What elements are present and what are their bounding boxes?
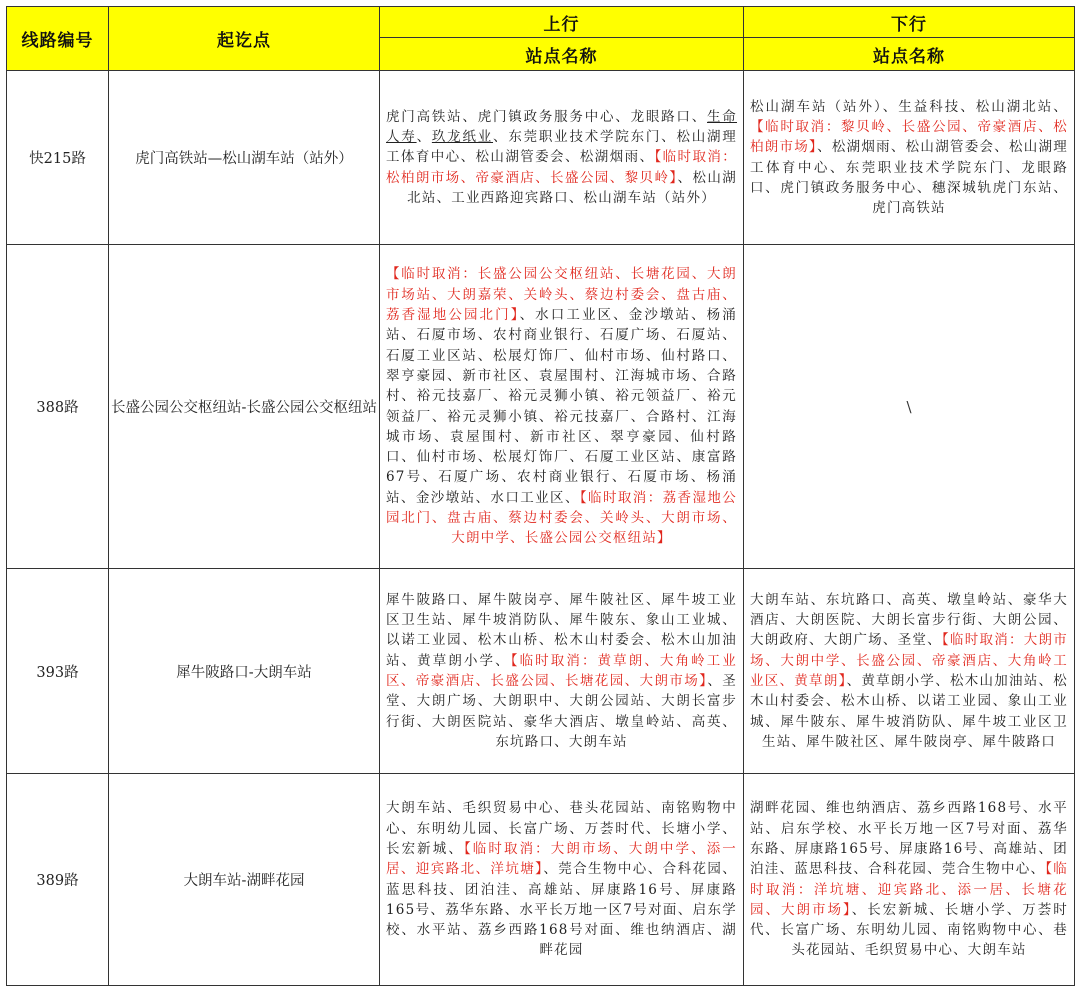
cancelled-stops: 【临时取消：松柏朗市场、帝豪酒店、长盛公园、黎贝岭】 [386, 149, 737, 186]
stop-list-text: 、圣堂、大朗广场、大朗职中、大朗公园站、大朗长富步行街、大朗医院站、豪华大酒店、墩皇岭站、高英、东坑路口、大朗车站 [386, 673, 737, 750]
stop-list-text: 大朗车站、毛织贸易中心、巷头花园站、南铭购物中心、东明幼儿园、长富广场、万荟时代、长塘小学、长宏新城、 [386, 800, 737, 857]
stop-name: 生命人寿 [386, 108, 738, 146]
route-endpoints: 大朗车站-湖畔花园 [109, 774, 380, 986]
down-stops [744, 569, 1075, 774]
table-row [7, 71, 1075, 245]
stop-list-text: 、松山湖北站、工业西路迎宾路口、松山湖车站（站外） [407, 169, 737, 206]
header-stop-name-down: 站点名称 [744, 38, 1075, 71]
route-endpoints: 犀牛陂路口-大朗车站 [109, 569, 380, 774]
stop-name: 玖龙纸业 [431, 129, 494, 146]
stop-list-text: 湖畔花园、维也纳酒店、荔乡西路168号、水平站、启东学校、水平长万地一区7号对面、荔华东路、屏康路165号、屏康路16号、高雄站、团泊洼、蓝思科技、合科花园、莞合生物中心、 [750, 800, 1068, 878]
cancelled-stops: 【临时取消：黄草朗、大角岭工业区、帝豪酒店、长盛公园、长塘花园、大朗市场】 [386, 652, 737, 689]
down-stops [744, 71, 1075, 245]
cancelled-stops: 【临时取消：大朗市场、大朗中学、添一居、迎宾路北、洋坑塘】 [386, 840, 737, 878]
stop-list-text: 松山湖车站（站外）、生益科技、松山湖北站、 [750, 98, 1068, 115]
route-number: 快215路 [7, 71, 109, 245]
down-stops-none: \ [744, 245, 1075, 569]
route-endpoints: 虎门高铁站—松山湖车站（站外） [109, 71, 380, 245]
stop-list-text: 、长宏新城、长塘小学、万荟时代、长富广场、东明幼儿园、南铭购物中心、巷头花园站、毛织贸易中心、大朗车站 [750, 901, 1068, 959]
stop-list-text: 、莞合生物中心、合科花园、蓝思科技、团泊洼、高雄站、屏康路16号、屏康路165号、荔华东路、水平长万地一区7号对面、启东学校、水平站、荔乡西路168号对面、维也纳酒店、湖畔花园 [386, 861, 737, 959]
table-row [7, 569, 1075, 774]
stop-list-text: 大朗车站、东坑路口、高英、墩皇岭站、豪华大酒店、大朗医院、大朗长富步行街、大朗公园、大朗政府、大朗广场、圣堂、 [750, 591, 1068, 649]
table-row [7, 245, 1075, 569]
route-number: 388路 [7, 245, 109, 569]
cancelled-stops: 【临时取消：大朗市场、大朗中学、长盛公园、帝豪酒店、大角岭工业区、黄草朗】 [750, 632, 1068, 689]
route-endpoints: 长盛公园公交枢纽站-长盛公园公交枢纽站 [109, 245, 380, 569]
up-stops [380, 774, 744, 986]
route-number: 393路 [7, 569, 109, 774]
stop-list-text: 虎门高铁站、虎门镇政务服务中心、龙眼路口、 [386, 108, 708, 125]
cancelled-stops: 【临时取消：长盛公园公交枢纽站、长塘花园、大朗市场站、大朗嘉荣、关岭头、蔡边村委会、盘古庙、荔香湿地公园北门】 [386, 266, 737, 324]
header-stop-name-up: 站点名称 [380, 38, 744, 71]
down-stops [744, 774, 1075, 986]
up-stops [380, 245, 744, 569]
header-up: 上行 [380, 7, 744, 38]
stop-list-text: 、水口工业区、金沙墩站、杨涌站、石厦市场、农村商业银行、石厦广场、石厦站、石厦工业区站、松展灯饰厂、仙村市场、仙村路口、翠亨豪园、新市社区、袁屋围村、江海城市场、合路村、裕元技嘉厂、裕元灵狮小镇、裕元领益厂、裕元领益厂、裕元灵狮小镇、裕元技嘉厂、合路村、江海城市场、袁屋围村、新市社区、翠亨豪园、仙村路口、仙村市场、松展灯饰厂、石厦工业区站、康富路67号、石厦广场、农村商业银行、石厦市场、杨涌站、金沙墩站、水口工业区、 [386, 307, 737, 506]
stop-list-text: 、东莞职业技术学院东门、松山湖理工体育中心、松山湖管委会、松湖烟雨、 [386, 129, 738, 166]
up-stops [380, 71, 744, 245]
header-endpoints: 起讫点 [109, 7, 380, 71]
stop-list-text: 、松湖烟雨、松山湖管委会、松山湖理工体育中心、东莞职业技术学院东门、龙眼路口、虎门镇政务服务中心、穗深城轨虎门东站、虎门高铁站 [750, 139, 1069, 217]
cancelled-stops: 【临时取消：荔香湿地公园北门、盘古庙、蔡边村委会、关岭头、大朗市场、大朗中学、长盛公园公交枢纽站】 [386, 489, 737, 547]
header-route-no: 线路编号 [7, 7, 109, 71]
stop-list-text: 犀牛陂路口、犀牛陂岗亭、犀牛陂社区、犀牛坡工业区卫生站、犀牛坡消防队、犀牛陂东、象山工业城、以诺工业园、松木山桥、松木山村委会、松木山加油站、黄草朗小学、 [386, 591, 737, 669]
cancelled-stops: 【临时取消：黎贝岭、长盛公园、帝豪酒店、松柏朗市场】 [750, 118, 1068, 156]
stop-list-text: 、 [416, 129, 432, 146]
table-row [7, 774, 1075, 986]
stop-list-text: 、黄草朗小学、松木山加油站、松木山村委会、松木山桥、以诺工业园、象山工业城、犀牛陂东、犀牛坡消防队、犀牛坡工业区卫生站、犀牛陂社区、犀牛陂岗亭、犀牛陂路口 [750, 673, 1069, 750]
route-number: 389路 [7, 774, 109, 986]
up-stops [380, 569, 744, 774]
header-down: 下行 [744, 7, 1075, 38]
route-table [6, 6, 1075, 986]
cancelled-stops: 【临时取消：洋坑塘、迎宾路北、添一居、长塘花园、大朗市场】 [750, 861, 1068, 918]
